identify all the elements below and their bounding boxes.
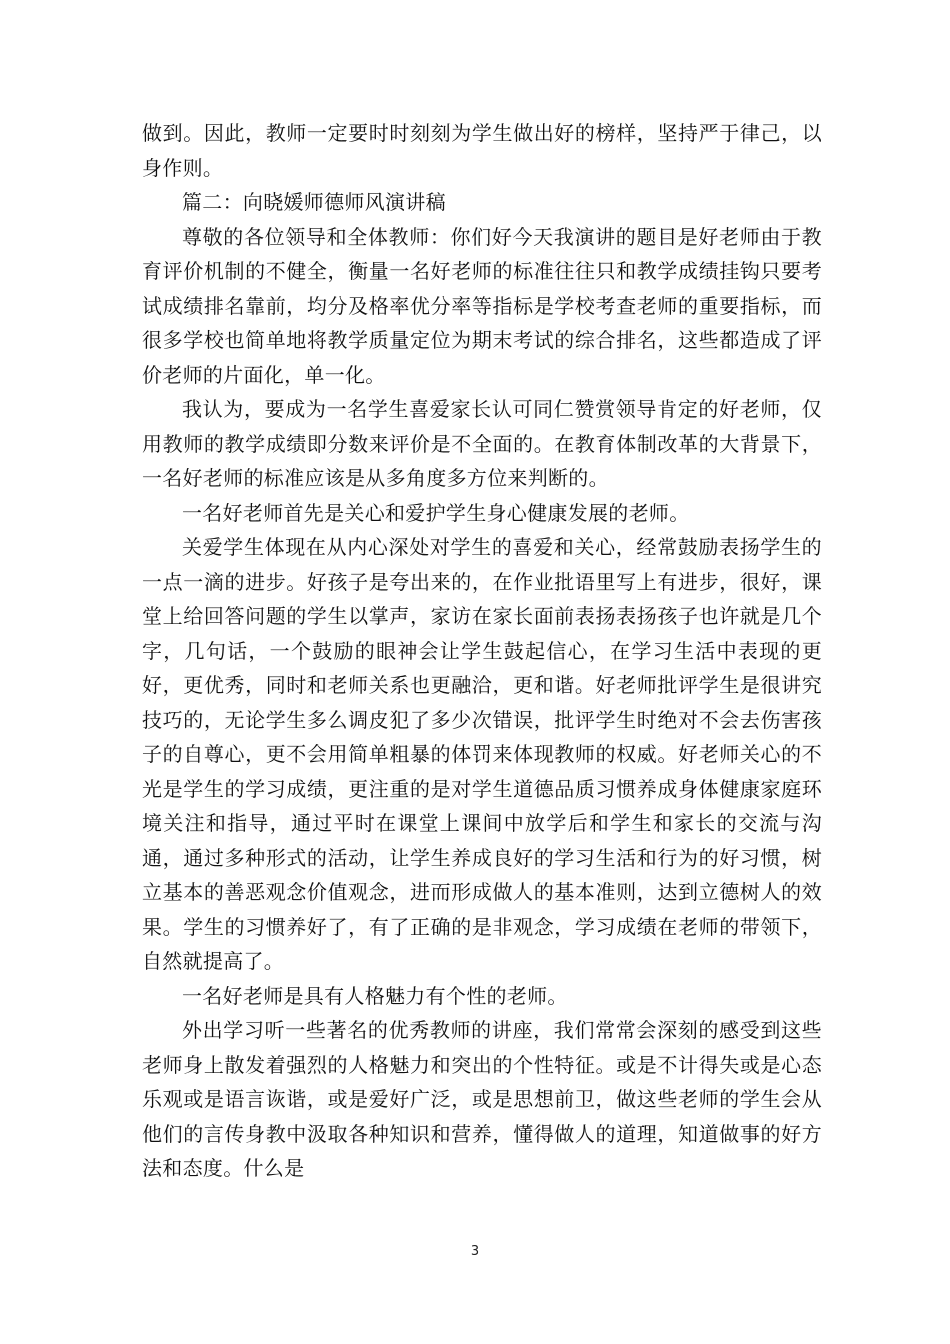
paragraph-personality: 外出学习听一些著名的优秀教师的讲座，我们常常会深刻的感受到这些老师身上散发着强烈的人格魅力和突出的个性特征。或是不计得失或是心态乐观或是语言诙谐，或是爱好广泛，或是思想前卫，做这些老师的学生会从他们的言传身教中汲取各种知识和营养，懂得做人的道理，知道做事的好方法和态度。什么是 <box>142 1018 822 1180</box>
paragraph-point-one: 一名好老师首先是关心和爱护学生身心健康发展的老师。 <box>182 500 690 525</box>
paragraph-continuation: 做到。因此，教师一定要时时刻刻为学生做出好的榜样，坚持严于律己，以身作则。 <box>142 121 822 180</box>
paragraph-care-students: 关爱学生体现在从内心深处对学生的喜爱和关心，经常鼓励表扬学生的一点一滴的进步。好孩子是夸出来的，在作业批语里写上有进步，很好，课堂上给回答问题的学生以掌声，家访在家长面前表扬表扬孩子也许就是几个字，几句话，一个鼓励的眼神会让学生鼓起信心，在学习生活中表现的更好，更优秀，同时和老师关系也更融洽，更和谐。好老师批评学生是很讲究技巧的，无论学生多么调皮犯了多少次错误，批评学生时绝对不会去伤害孩子的自尊心，更不会用简单粗暴的体罚来体现教师的权威。好老师关心的不光是学生的学习成绩，更注重的是对学生道德品质习惯养成身体健康家庭环境关注和指导，通过平时在课堂上课间中放学后和学生和家长的交流与沟通，通过多种形式的活动，让学生养成良好的学习生活和行为的好习惯，树立基本的善恶观念价值观念，进而形成做人的基本准则，达到立德树人的效果。学生的习惯养好了，有了正确的是非观念，学习成绩在老师的带领下，自然就提高了。 <box>142 535 822 973</box>
paragraph-opinion: 我认为，要成为一名学生喜爱家长认可同仁赞赏领导肯定的好老师，仅用教师的教学成绩即分数来评价是不全面的。在教育体制改革的大背景下，一名好老师的标准应该是从多角度多方位来判断的。 <box>142 397 822 490</box>
paragraph-greeting: 尊敬的各位领导和全体教师：你们好今天我演讲的题目是好老师由于教育评价机制的不健全，衡量一名好老师的标准往往只和教学成绩挂钩只要考试成绩排名靠前，均分及格率优分率等指标是学校考查老师的重要指标，而很多学校也简单地将教学质量定位为期末考试的综合排名，这些都造成了评价老师的片面化，单一化。 <box>142 224 822 387</box>
document-body <box>142 116 822 1186</box>
page-number: 3 <box>470 1244 480 1259</box>
paragraph-point-two: 一名好老师是具有人格魅力有个性的老师。 <box>182 983 568 1008</box>
section-heading: 篇二：向晓媛师德师风演讲稿 <box>182 190 446 214</box>
